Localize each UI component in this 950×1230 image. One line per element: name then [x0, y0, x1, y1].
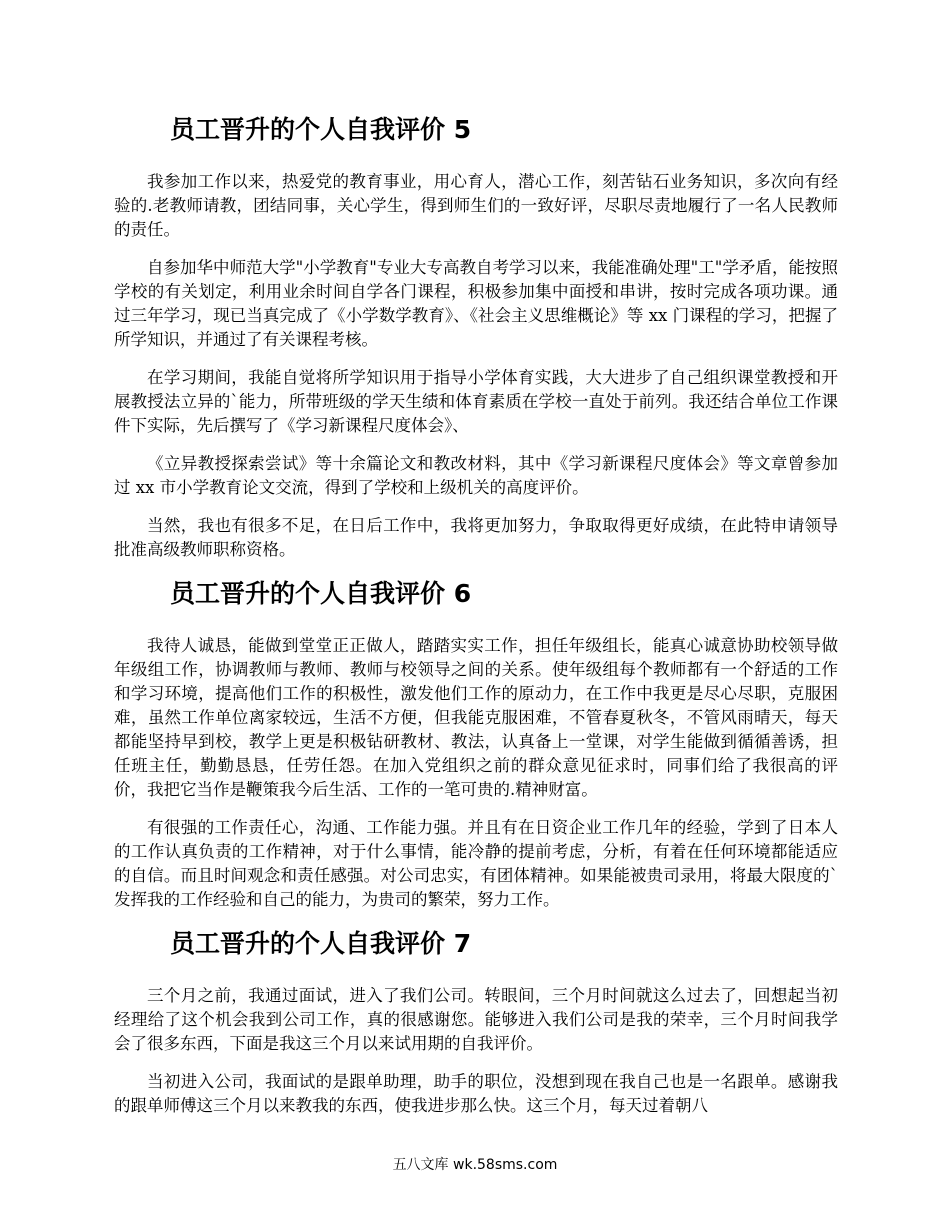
paragraph: 自参加华中师范大学"小学教育"专业大专高教自考学习以来，我能准确处理"工"学矛盾，能按照学校的有关划定，利用业余时间自学各门课程，积极参加集中面授和串讲，按时完成各项功课。通过三年学习，现已当真完成了《小学数学教育》、《社会主义思维概论》等 xx 门课程的学习，把握了所学知识，并通过了有关课程考核。 — [114, 258, 838, 349]
paragraph: 有很强的工作责任心，沟通、工作能力强。并且有在日资企业工作几年的经验，学到了日本人的工作认真负责的工作精神，对于什么事情，能冷静的提前考虑，分析，有着在任何环境都能适应的自信。而且时间观念和责任感强。对公司忠实，有团体精神。如果能被贵司录用，将最大限度的`发挥我的工作经验和自己的能力，为贵司的繁荣，努力工作。 — [114, 818, 838, 909]
paragraph: 《立异教授探索尝试》等十余篇论文和教改材料，其中《学习新课程尺度体会》等文章曾参加过 xx 市小学教育论文交流，得到了学校和上级机关的高度评价。 — [114, 454, 838, 497]
paragraph: 三个月之前，我通过面试，进入了我们公司。转眼间，三个月时间就这么过去了，回想起当初经理给了这个机会我到公司工作，真的很感谢您。能够进入我们公司是我的荣幸，三个月时间我学会了很多东西，下面是我这三个月以来试用期的自我评价。 — [114, 986, 838, 1053]
section-title: 员工晋升的个人自我评价 6 — [170, 579, 472, 608]
paragraph: 当初进入公司，我面试的是跟单助理，助手的职位，没想到现在我自己也是一名跟单。感谢我的跟单师傅这三个月以来教我的东西，使我进步那么快。这三个月，每天过着朝八 — [114, 1072, 838, 1115]
paragraph: 当然，我也有很多不足，在日后工作中，我将更加努力，争取取得更好成绩，在此特申请领导批准高级教师职称资格。 — [114, 516, 838, 559]
section-title: 员工晋升的个人自我评价 7 — [170, 929, 472, 958]
section-6 — [114, 576, 838, 912]
section-7 — [114, 926, 838, 1118]
section-title: 员工晋升的个人自我评价 5 — [170, 115, 472, 144]
paragraph: 我待人诚恳，能做到堂堂正正做人，踏踏实实工作，担任年级组长，能真心诚意协助校领导做年级组工作，协调教师与教师、教师与校领导之间的关系。使年级组每个教师都有一个舒适的工作和学习环境，提高他们工作的积极性，激发他们工作的原动力，在工作中我更是尽心尽职，克服困难，虽然工作单位离家较远，生活不方便，但我能克服困难，不管春夏秋冬，不管风雨晴天，每天都能坚持早到校，教学上更是积极钻研教材、教法，认真备上一堂课，对学生能做到循循善诱，担任班主任，勤勤恳恳，任劳任怨。在加入党组织之前的群众意见征求时，同事们给了我很高的评价，我把它当作是鞭策我今后生活、工作的一笔可贵的.精神财富。 — [114, 636, 838, 799]
document-body — [114, 112, 838, 1132]
page-footer: 五八文库 wk.58sms.com — [392, 1157, 558, 1173]
section-5 — [114, 112, 838, 562]
paragraph: 我参加工作以来，热爱党的教育事业，用心育人，潜心工作，刻苦钻石业务知识，多次向有经验的.老教师请教，团结同事，关心学生，得到师生们的一致好评，尽职尽责地履行了一名人民教师的责任。 — [114, 172, 838, 239]
paragraph: 在学习期间，我能自觉将所学知识用于指导小学体育实践，大大进步了自己组织课堂教授和开展教授法立异的`能力，所带班级的学天生绩和体育素质在学校一直处于前列。我还结合单位工作课件下实际，先后撰写了《学习新课程尺度体会》、 — [114, 368, 838, 435]
